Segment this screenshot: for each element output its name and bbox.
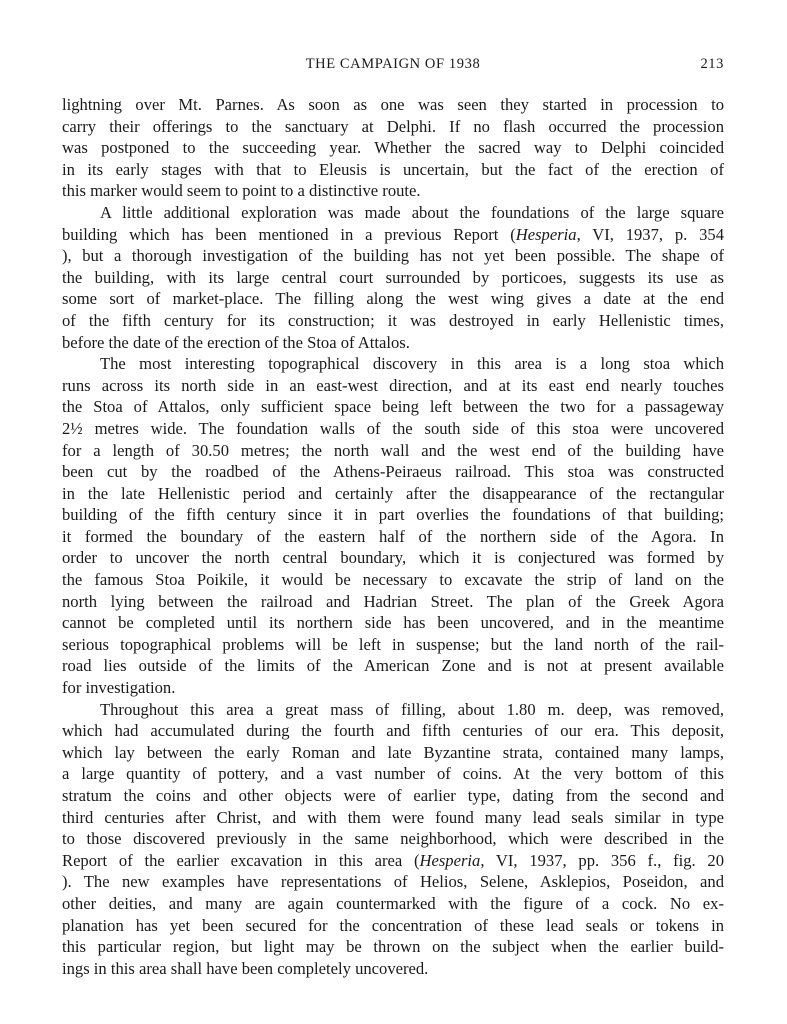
text-line: this particular region, but light may be thrown on the subject when the earlier build-	[62, 937, 724, 957]
text-line: was postponed to the succeeding year. Whether the sacred way to Delphi coincided	[62, 138, 724, 158]
text-line: the famous Stoa Poikile, it would be necessary to excavate the strip of land on the	[62, 570, 724, 590]
text-line: of the fifth century for its construction; it was destroyed in early Hellenistic times,	[62, 310, 724, 330]
paragraph	[62, 94, 724, 202]
text-line: north lying between the railroad and Hadrian Street. The plan of the Greek Agora	[62, 591, 724, 611]
text-line: 2½ metres wide. The foundation walls of the south side of this stoa were uncovered	[62, 418, 724, 438]
text-line: to those discovered previously in the same neighborhood, which were described in the	[62, 829, 724, 849]
text-line: before the date of the erection of the Stoa of Attalos.	[62, 332, 410, 352]
text-line: planation has yet been secured for the concentration of these lead seals or tokens in	[62, 915, 724, 935]
paragraph	[62, 202, 724, 353]
text-line: the Stoa of Attalos, only sufficient space being left between the two for a passageway	[62, 397, 724, 417]
text-line	[62, 224, 724, 246]
text-line: third centuries after Christ, and with them were found many lead seals similar in type	[62, 807, 724, 827]
text-line: road lies outside of the limits of the American Zone and is not at present available	[62, 656, 724, 676]
citation-journal: Hesperia	[419, 850, 481, 870]
text-line: ings in this area shall have been completely uncovered.	[62, 958, 429, 978]
text-line: ). The new examples have representations of Helios, Selene, Asklepios, Poseidon, and	[62, 872, 724, 892]
text-line: been cut by the roadbed of the Athens-Peiraeus railroad. This stoa was constructed	[62, 462, 724, 482]
text-line: runs across its north side in an east-west direction, and at its east end nearly touches	[62, 375, 724, 395]
text-line: A little additional exploration was made about the foundations of the large square	[100, 202, 724, 222]
page	[62, 56, 724, 979]
running-head	[62, 56, 724, 78]
text-line: in the late Hellenistic period and certainly after the disappearance of the rectangular	[62, 483, 724, 503]
paragraph	[62, 699, 724, 980]
text-line: for investigation.	[62, 678, 176, 698]
text-line: other deities, and many are again countermarked with the figure of a cock. No ex-	[62, 893, 724, 913]
running-title: THE CAMPAIGN OF 1938	[305, 56, 481, 72]
text-line: which had accumulated during the fourth and fifth centuries of our era. This deposit,	[62, 721, 724, 741]
body-text	[62, 94, 724, 979]
citation-journal: Hesperia	[515, 224, 577, 244]
page-number: 213	[700, 56, 724, 72]
text-line: Throughout this area a great mass of filling, about 1.80 m. deep, was removed,	[100, 699, 724, 719]
text-line: a large quantity of pottery, and a vast number of coins. At the very bottom of this	[62, 764, 724, 784]
text-line: some sort of market-place. The filling along the west wing gives a date at the end	[62, 289, 724, 309]
text-line: serious topographical problems will be left in suspense; but the land north of the rail-	[62, 634, 724, 654]
paragraph	[62, 353, 724, 699]
text-line: carry their offerings to the sanctuary at Delphi. If no flash occurred the procession	[62, 116, 724, 136]
text-line: the building, with its large central court surrounded by porticoes, suggests its use as	[62, 267, 724, 287]
text-line: which lay between the early Roman and late Byzantine strata, contained many lamps,	[62, 742, 724, 762]
text-line	[62, 850, 724, 872]
citation-ref: , VI, 1937, p. 354	[576, 224, 724, 244]
text-line: building of the fifth century since it in part overlies the foundations of that building;	[62, 505, 724, 525]
text-line: stratum the coins and other objects were of earlier type, dating from the second and	[62, 786, 724, 805]
text-line: in its early stages with that to Eleusis is uncertain, but the fact of the erection of	[62, 159, 724, 179]
text-line: for a length of 30.50 metres; the north wall and the west end of the building have	[62, 440, 724, 460]
text-segment: Report of the earlier excavation in this area (	[62, 850, 420, 870]
text-line: cannot be completed until its northern side has been uncovered, and in the meantime	[62, 613, 724, 633]
text-line: it formed the boundary of the eastern half of the northern side of the Agora. In	[62, 526, 724, 546]
text-line: ), but a thorough investigation of the building has not yet been possible. The shape of	[62, 246, 724, 266]
text-line: order to uncover the north central boundary, which it is conjectured was formed by	[62, 548, 724, 568]
citation-ref: , VI, 1937, pp. 356 f., fig. 20	[480, 850, 725, 870]
text-line: this marker would seem to point to a distinctive route.	[62, 181, 421, 201]
text-segment: building which has been mentioned in a previous Report (	[62, 224, 516, 244]
text-line: lightning over Mt. Parnes. As soon as one was seen they started in procession to	[62, 95, 724, 114]
text-line: The most interesting topographical discovery in this area is a long stoa which	[100, 354, 724, 374]
